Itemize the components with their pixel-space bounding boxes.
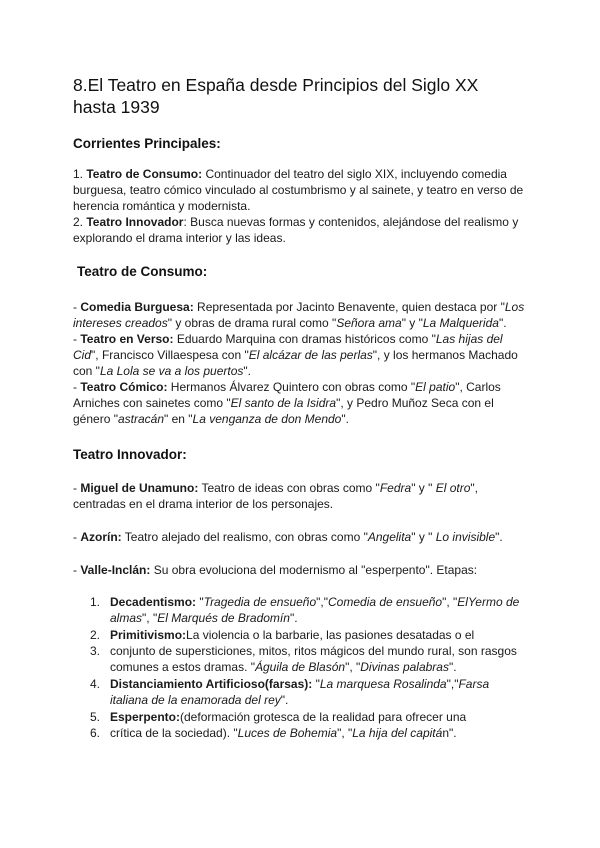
etapa-1-line-1 (110, 594, 519, 611)
text: género " (73, 412, 118, 426)
etapa-1-line-2 (110, 610, 298, 627)
item-term: Teatro Cómico: (80, 380, 168, 394)
text: " en " (164, 412, 193, 426)
dash: - (73, 481, 81, 495)
work-title: La hija del capitá (352, 726, 443, 740)
work-title: Cid (73, 348, 92, 362)
list-number-6: 6. (89, 726, 100, 740)
unamuno-line-1 (73, 480, 478, 497)
item-term: Teatro de Consumo: (86, 167, 203, 181)
corrientes-item-1-line-2: burguesa, teatro cómico vinculado al costumbrismo y al sainete, y teatro en verso de (73, 183, 524, 197)
text: ", " (442, 595, 458, 609)
item-term: Teatro en Verso: (80, 332, 174, 346)
work-title: ElYermo de (457, 595, 520, 609)
text: ". (495, 530, 503, 544)
text: crítica de la sociedad). " (110, 726, 238, 740)
text: ". (498, 316, 507, 330)
text: " (312, 677, 320, 691)
dash: - (73, 300, 81, 314)
work-title: La marquesa Rosalinda (319, 677, 447, 691)
list-number-1: 1. (89, 595, 100, 609)
comico-line-1 (73, 379, 501, 396)
text: ", " (337, 726, 353, 740)
item-term: Distanciamiento Artificioso(farsas): (110, 677, 313, 691)
work-title: Las hijas del (435, 332, 503, 346)
text: ". (243, 364, 251, 378)
azorin-line (73, 529, 503, 546)
item-term: Decadentismo: (110, 595, 197, 609)
work-title: astracán (117, 412, 164, 426)
page-title-line-2: hasta 1939 (73, 97, 160, 117)
work-title: Señora ama (336, 316, 402, 330)
item-number: 2. (73, 215, 87, 229)
work-title: La venganza de don Mendo (192, 412, 342, 426)
text: ". (448, 660, 457, 674)
verso-line-3 (73, 363, 251, 380)
text: Teatro de ideas con obras como " (198, 481, 380, 495)
work-title: El alcázar de las perlas (248, 348, 373, 362)
item-term: Teatro Innovador (86, 215, 184, 229)
work-title: La Malquerida (422, 316, 499, 330)
item-term: Miguel de Unamuno: (80, 481, 199, 495)
text: Arniches con sainetes como " (73, 396, 231, 410)
work-title: Águila de Blasón (255, 660, 346, 674)
corrientes-item-2-line-2: explorando el drama interior y las ideas. (73, 231, 286, 245)
text: con " (73, 364, 100, 378)
list-number-2: 2. (89, 628, 100, 642)
work-title: El Marqués de Bradomín (157, 611, 290, 625)
corrientes-heading: Corrientes Principales: (73, 136, 221, 151)
corrientes-item-1-line-3: herencia romántica y modernista. (73, 199, 251, 213)
etapa-4-line-1 (110, 709, 466, 726)
work-title: Luces de Bohemia (237, 726, 338, 740)
text: Representada por Jacinto Benavente, quien destaca por " (193, 300, 505, 314)
work-title: El santo de la Isidra (230, 396, 337, 410)
text: ". (341, 412, 349, 426)
item-term: Primitivismo: (110, 628, 187, 642)
text: Hermanos Álvarez Quintero con obras como " (167, 380, 416, 394)
burguesa-line-2 (73, 315, 507, 332)
work-title: italiana de la enamorada del rey (110, 693, 281, 707)
item-text: : Busca nuevas formas y contenidos, alejándose del realismo y (183, 215, 519, 229)
burguesa-line-1 (73, 299, 524, 316)
etapa-3-line-2 (110, 692, 288, 709)
text: ", " (345, 660, 361, 674)
item-term: Valle-Inclán: (80, 563, 151, 577)
work-title: Los (504, 300, 525, 314)
text: " y " (411, 530, 436, 544)
work-title: La Lola se va a los puertos (99, 364, 244, 378)
text: ", (470, 481, 478, 495)
comico-line-3 (73, 411, 349, 428)
text: " (196, 595, 204, 609)
text: Teatro alejado del realismo, con obras como " (121, 530, 368, 544)
consumo-heading: Teatro de Consumo: (77, 264, 208, 279)
innovador-heading: Teatro Innovador: (73, 447, 187, 462)
text: Su obra evoluciona del modernismo al "esperpento". Etapas: (150, 563, 478, 577)
work-title: Angelita (367, 530, 412, 544)
work-title: Farsa (458, 677, 490, 691)
item-term: Comedia Burguesa: (80, 300, 194, 314)
page-title-line-1: 8.El Teatro en España desde Principios del Siglo XX (73, 75, 479, 95)
etapa-2-line-1 (110, 627, 474, 644)
item-term: Azorín: (80, 530, 122, 544)
item-number: 1. (73, 167, 87, 181)
etapa-2-line-3 (110, 659, 457, 676)
corrientes-item-2-line-1 (73, 214, 518, 231)
text: n". (442, 726, 457, 740)
text: ". (289, 611, 298, 625)
list-number-4: 4. (89, 677, 100, 691)
item-text: Continuador del teatro del siglo XIX, incluyendo comedia (202, 167, 507, 181)
text: (deformación grotesca de la realidad para ofrecer una (180, 710, 467, 724)
verso-line-2 (73, 347, 518, 364)
text: " y " (401, 316, 423, 330)
text: ", y los hermanos Machado (372, 348, 518, 362)
text: "," (316, 595, 329, 609)
dash: - (73, 530, 81, 544)
text: comunes a estos dramas. " (110, 660, 255, 674)
text: La violencia o la barbarie, las pasiones desatadas o el (186, 628, 475, 642)
comico-line-2 (73, 395, 494, 412)
work-title: Fedra (379, 481, 412, 495)
work-title: El patio (415, 380, 456, 394)
list-number-5: 5. (89, 710, 100, 724)
text: ", Francisco Villaespesa con " (91, 348, 249, 362)
etapa-4-line-2 (110, 725, 457, 742)
etapa-2-line-2: conjunto de supersticiones, mitos, ritos mágicos del mundo rural, son rasgos (110, 644, 517, 658)
work-title: Comedia de ensueño (328, 595, 443, 609)
work-title: Tragedia de ensueño (203, 595, 317, 609)
text: " y " (411, 481, 433, 495)
unamuno-line-2: centradas en el drama interior de los personajes. (73, 497, 334, 511)
text: "," (446, 677, 459, 691)
verso-line-1 (73, 331, 503, 348)
text: " y obras de drama rural como " (167, 316, 337, 330)
work-title: almas (110, 611, 143, 625)
etapa-3-line-1 (110, 676, 489, 693)
work-title: Lo invisible (435, 530, 496, 544)
dash: - (73, 332, 81, 346)
text: Eduardo Marquina con dramas históricos como " (173, 332, 436, 346)
text: ", " (142, 611, 158, 625)
corrientes-item-1-line-1 (73, 166, 507, 183)
valle-line (73, 562, 477, 579)
item-term: Esperpento: (110, 710, 181, 724)
work-title: El otro (432, 481, 471, 495)
text: ", Carlos (455, 380, 501, 394)
list-number-3: 3. (89, 644, 100, 658)
text: ". (280, 693, 289, 707)
work-title: Divinas palabras (360, 660, 449, 674)
text: ", y Pedro Muñoz Seca con el (336, 396, 494, 410)
dash: - (73, 380, 81, 394)
work-title: intereses creados (73, 316, 168, 330)
dash: - (73, 563, 81, 577)
